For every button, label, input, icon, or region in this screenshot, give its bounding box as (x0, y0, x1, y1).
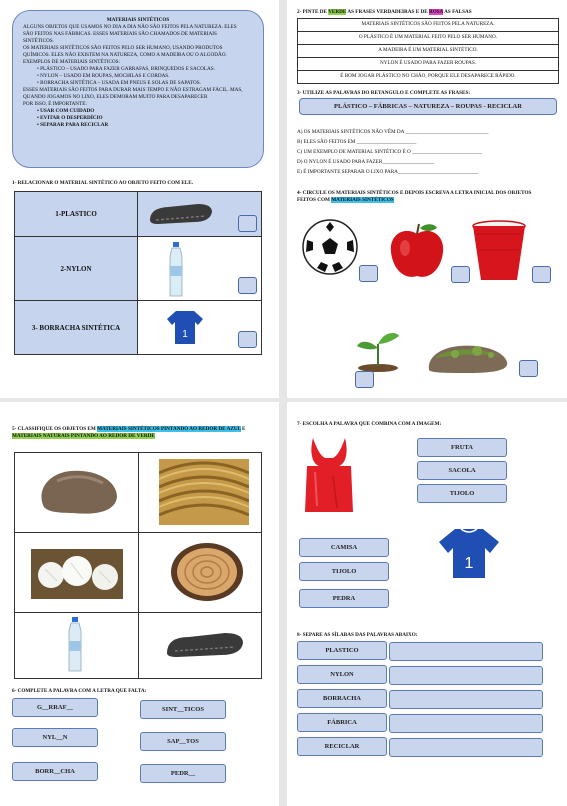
q2-row[interactable]: A MADEIRA É UM MATERIAL SINTÉTICO. (298, 45, 559, 58)
q2-title: 2- PINTE DE VERDE AS FRASES VERDADEIRAS E DE ROSA AS FALSAS (297, 9, 472, 15)
q6-word[interactable]: G__RRAF__ (12, 698, 98, 717)
q2-table (297, 18, 559, 84)
q5-cell[interactable] (138, 613, 262, 679)
apple-image (387, 220, 447, 282)
page-2 (287, 0, 567, 398)
q5-cell[interactable] (15, 613, 139, 679)
q2-row[interactable]: NYLON É USADO PARA FAZER ROUPAS. (298, 58, 559, 71)
answer-box[interactable] (355, 371, 374, 388)
q3-item[interactable]: E) É IMPORTANTE SEPARAR O LIXO PARA_______________________________ (297, 169, 479, 175)
cotton-image (31, 549, 123, 599)
answer-box[interactable] (532, 266, 551, 283)
answer-box[interactable] (359, 265, 378, 282)
q5-cell[interactable] (138, 533, 262, 613)
q8-word: NYLON (297, 665, 387, 684)
intro-bullet: • BORRACHA SINTÉTICA – USADA EM PNEUS E SOLAS DE SAPATOS. (37, 80, 201, 87)
intro-title: MATERIAIS SINTÉTICOS (106, 17, 170, 23)
intro-line: POR ISSO, É IMPORTANTE: (23, 101, 87, 108)
q8-word: PLASTICO (297, 641, 387, 660)
jersey-image (166, 309, 204, 345)
q5-cell[interactable] (15, 453, 139, 533)
q7-option[interactable]: CAMISA (299, 538, 389, 557)
q8-answer[interactable] (389, 666, 543, 685)
intro-line: SINTÉTICOS. (23, 38, 54, 45)
q8-answer[interactable] (389, 738, 543, 757)
answer-box[interactable] (519, 360, 538, 377)
wood-slice-image (169, 541, 245, 603)
q8-word: RECICLAR (297, 737, 387, 756)
intro-bullet: • PLÁSTICO – USADO PARA FAZER GARRAFAS, BRINQUEDOS E SACOLAS. (37, 66, 215, 73)
q8-answer[interactable] (389, 642, 543, 661)
q3-title: 3- UTILIZE AS PALAVRAS DO RETANGULO E COMPLETE AS FRASES: (297, 90, 471, 96)
intro-line: EXEMPLOS DE MATERIAIS SINTÉTICOS: (23, 59, 120, 66)
q8-word: BORRACHA (297, 689, 387, 708)
q1-row-label: 1-PLASTICO (15, 192, 138, 237)
mossy-rock-image (425, 340, 509, 374)
svg-text:1: 1 (182, 329, 188, 340)
q2-row[interactable]: MATERIAIS SINTÉTICOS SÃO FEITOS PELA NATUREZA. (298, 19, 559, 32)
q8-title: 8- SEPARE AS SÍLABAS DAS PALAVRAS ABAIXO: (297, 632, 418, 638)
q3-item[interactable]: B) ELES SÃO FEITOS EM _______________________ (297, 139, 417, 145)
q3-item[interactable]: C) UM EXEMPLO DE MATERIAL SINTÉTICO É O ___________________________ (297, 149, 483, 155)
intro-line: OS MATERIAIS SINTÉTICOS SÃO FEITOS PELO SER HUMANO, USANDO PRODUTOS (23, 45, 223, 52)
intro-line: QUANDO JOGAMOS NO LIXO, ELES DEMORAM MUITO PARA DESAPARECER (23, 94, 208, 101)
page-1 (0, 0, 279, 398)
intro-box (12, 10, 264, 168)
answer-box[interactable] (238, 277, 257, 294)
q5-cell[interactable] (138, 453, 262, 533)
stone-image (37, 465, 119, 517)
jersey-image (437, 526, 501, 580)
intro-bullet: • SEPARAR PARA RECICLAR (37, 122, 109, 129)
intro-line: ALGUNS OBJETOS QUE USAMOS NO DIA A DIA NÃO SÃO FEITOS PELA NATUREZA. ELES (23, 24, 237, 31)
q5-title: 5- CLASSIFIQUE OS OBJETOS EM MATERIAIS SINTÉTICOS PINTANDO AO REDOR DE AZUL E MATERIAIS NATURAIS PINTANDO AO REDOR DE VERDE (12, 426, 246, 440)
q3-item[interactable]: D) O NYLON É USADO PARA FAZER____________________ (297, 159, 435, 165)
intro-line: SÃO FEITOS NAS FÁBRICAS. ESSES MATERIAIS SÃO CHAMADOS DE MATERIAIS (23, 31, 217, 38)
q6-title: 6- COMPLETE A PALAVRA COM A LETRA QUE FALTA: (12, 688, 147, 694)
q1-row-image-cell (138, 301, 262, 355)
shoe-sole-image (163, 627, 247, 661)
q7-option[interactable]: PEDRA (299, 589, 389, 608)
page-4 (287, 402, 567, 806)
intro-bullet: • EVITAR O DESPERDÍCIO (37, 115, 103, 122)
q1-row-label: 2-NYLON (15, 237, 138, 301)
answer-box[interactable] (238, 215, 257, 232)
q1-row-label: 3- BORRACHA SINTÉTICA (15, 301, 138, 355)
q6-word[interactable]: NYL__N (12, 728, 98, 747)
q1-row-image-cell (138, 237, 262, 301)
rope-fiber-image (159, 459, 249, 525)
q7-title: 7- ESCOLHA A PALAVRA QUE COMBINA COM A IMAGEM: (297, 421, 442, 427)
soccer-ball-image (301, 218, 359, 276)
q5-table (14, 452, 262, 679)
q7-option[interactable]: TIJOLO (417, 484, 507, 503)
q6-word[interactable]: BORR__CHA (12, 762, 98, 781)
q3-word-box: PLÁSTICO – FÁBRICAS – NATUREZA – ROUPAS - RECICLAR (299, 98, 557, 115)
plastic-bottle-image (168, 242, 184, 298)
q1-row-image-cell (138, 192, 262, 237)
plastic-bag-image (303, 436, 355, 516)
intro-bullet: • USAR COM CUIDADO (37, 108, 95, 115)
q6-word[interactable]: PEDR__ (140, 764, 226, 783)
q3-item[interactable]: A) OS MATERIAIS SINTÉTICOS NÃO VÊM DA ________________________________ (297, 129, 489, 135)
q6-word[interactable]: SINT__TICOS (140, 700, 226, 719)
red-cup-image (471, 220, 527, 282)
q8-answer[interactable] (389, 714, 543, 733)
intro-line: QUÍMICOS. ELES NÃO EXISTEM NA NATUREZA, COMO A MADEIRA OU O ALGODÃO. (23, 52, 227, 59)
q2-row[interactable]: O PLÁSTICO É UM MATERIAL FEITO PELO SER HUMANO. (298, 32, 559, 45)
q8-answer[interactable] (389, 690, 543, 709)
svg-text:1: 1 (464, 555, 474, 572)
shoe-sole-image (146, 198, 216, 228)
q2-row[interactable]: É BOM JOGAR PLÁSTICO NO CHÃO, PORQUE ELE DESAPARECE RÁPIDO. (298, 71, 559, 84)
q1-table (14, 191, 262, 355)
q6-word[interactable]: SAP__TOS (140, 732, 226, 751)
plastic-bottle-image (67, 617, 83, 673)
intro-line: ESSES MATERIAIS SÃO FEITOS PARA DURAR MAIS TEMPO E NÃO ESTRAGAM FÁCIL. MAS, (23, 87, 243, 94)
q7-option[interactable]: FRUTA (417, 438, 507, 457)
answer-box[interactable] (238, 331, 257, 348)
intro-bullet: • NYLON – USADO EM ROUPAS, MOCHILAS E CORDAS. (37, 73, 170, 80)
q7-option[interactable]: SACOLA (417, 461, 507, 480)
answer-box[interactable] (451, 266, 470, 283)
q7-option[interactable]: TIJOLO (299, 562, 389, 581)
q8-word: FÁBRICA (297, 713, 387, 732)
plant-sprout-image (353, 320, 403, 372)
q4-title: 4- CIRCULE OS MATERIAIS SINTÉTICOS E DEPOIS ESCREVA A LETRA INICIAL DOS OBJETOS FEITOS COM MATERIAIS SINTÉTICOS (297, 190, 532, 204)
q5-cell[interactable] (15, 533, 139, 613)
page-3 (0, 402, 279, 806)
q1-title: 1- RELACIONAR O MATERIAL SINTÉTICO AO OBJETO FEITO COM ELE. (12, 180, 194, 186)
